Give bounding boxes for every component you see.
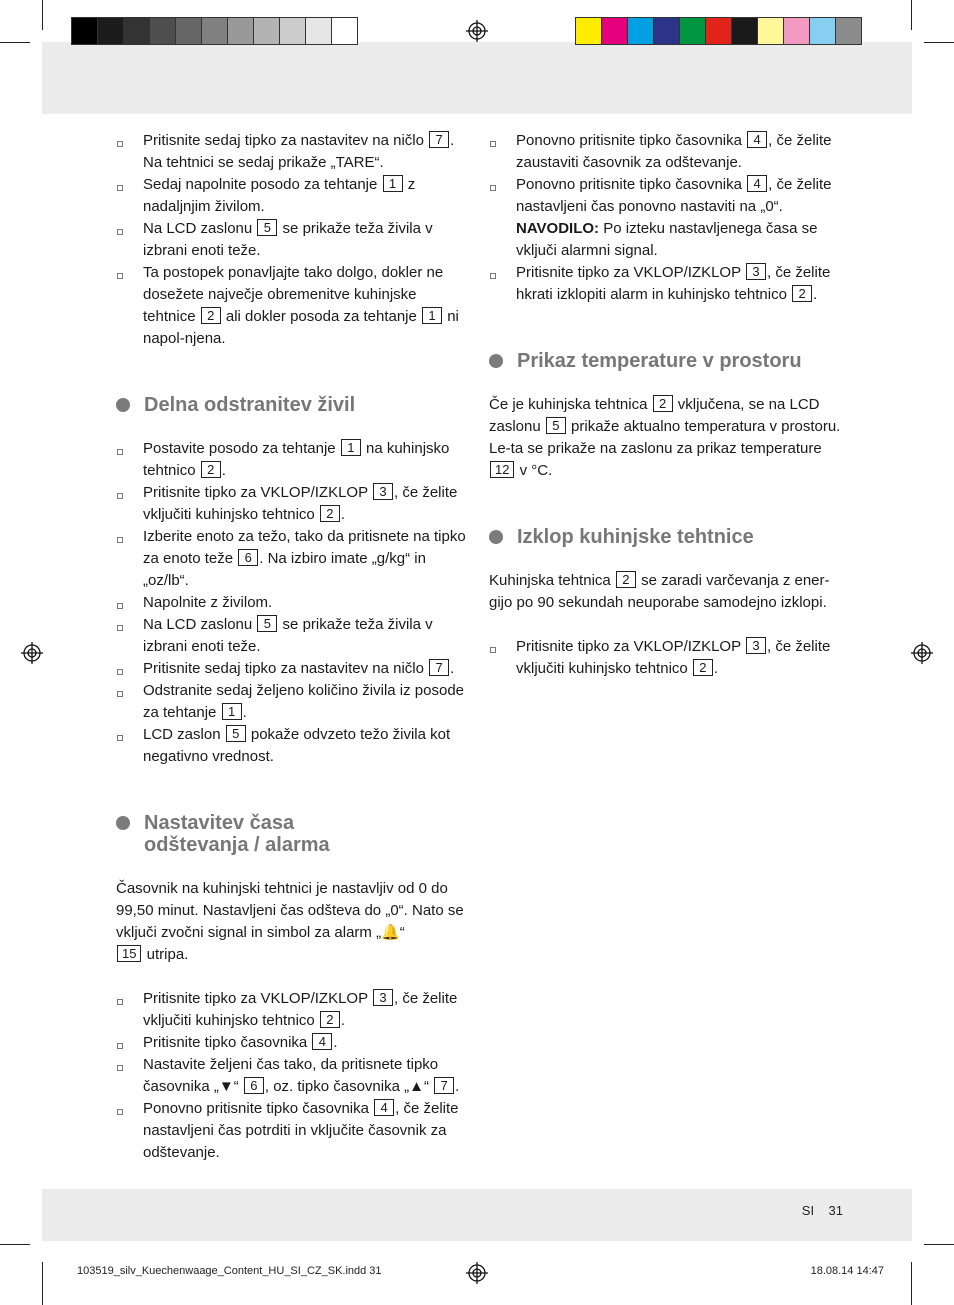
color-swatch: [279, 17, 306, 45]
step-text: prikaže aktualno temperatura v prostoru. Le-ta se prikaže na zaslonu za prikaz temperature: [489, 418, 841, 457]
key-ref: 2: [616, 571, 636, 588]
step-text: .: [340, 506, 346, 523]
timer-text: utripa.: [142, 946, 189, 963]
step-text: z nadaljnjim živilom.: [143, 176, 416, 215]
key-ref: 4: [374, 1099, 394, 1116]
color-swatch: [627, 17, 654, 45]
crop-mark: [42, 0, 43, 30]
key-ref: 4: [747, 175, 767, 192]
step-text: .: [340, 1012, 346, 1029]
key-ref: 7: [434, 1077, 454, 1094]
color-swatch: [305, 17, 332, 45]
crop-mark: [911, 1262, 912, 1305]
step-text: .: [450, 660, 455, 677]
heading-line: odštevanja / alarma: [144, 834, 330, 856]
crop-mark: [42, 1262, 43, 1305]
step-text: , če želite vključiti kuhinjsko tehtnico: [143, 484, 458, 523]
registration-mark-icon: [911, 642, 933, 664]
step-text: Ta postopek ponavljajte tako dolgo, dokler ne dosežete največje obremenitve kuhinjske tehtnice: [143, 264, 444, 325]
step-text: na kuhinjsko tehtnico: [143, 440, 450, 479]
step-text: Na LCD zaslonu: [143, 220, 257, 237]
color-swatch: [731, 17, 758, 45]
step-text: Napolnite z živilom.: [143, 594, 273, 611]
crop-mark: [0, 42, 30, 43]
section-heading-partial-removal: Delna odstranitev živil: [116, 394, 468, 416]
color-swatch: [97, 17, 124, 45]
key-ref: 15: [117, 945, 141, 962]
timer-text: Časovnik na kuhinjski tehtnici je nastavljiv od 0 do 99,50 minut. Nastavljeni čas odšteva do „0“. Nato se vključi zvočni signal in simbol za alarm „: [116, 880, 464, 941]
key-ref: 4: [747, 131, 767, 148]
color-swatch: [601, 17, 628, 45]
section-heading-switch-off: Izklop kuhinjske tehtnice: [489, 526, 841, 548]
step-text: Pritisnite tipko za VKLOP/IZKLOP: [516, 264, 745, 281]
page-number-value: 31: [828, 1203, 843, 1218]
partial-removal-step-list: [116, 438, 468, 768]
auto-off-description: [489, 570, 841, 614]
list-item: [116, 262, 468, 350]
key-ref: 3: [373, 989, 393, 1006]
step-text: Pritisnite tipko za VKLOP/IZKLOP: [143, 990, 372, 1007]
key-ref: 7: [429, 659, 449, 676]
timer-text: “: [399, 924, 405, 941]
key-ref: 3: [746, 263, 766, 280]
key-ref: 2: [653, 395, 673, 412]
step-text: Pritisnite sedaj tipko za nastavitev na ničlo: [143, 132, 429, 149]
temperature-description: [489, 394, 841, 482]
step-text: Odstranite sedaj željeno količino živila iz posode za tehtanje: [143, 682, 465, 721]
color-swatch: [123, 17, 150, 45]
key-ref: 2: [792, 285, 812, 302]
key-ref: 2: [201, 307, 221, 324]
note-text: Po izteku nastavljenega časa se vključi alarmni signal.: [516, 220, 818, 259]
key-ref: 6: [238, 549, 258, 566]
color-swatch: [201, 17, 228, 45]
step-text: Pritisnite tipko za VKLOP/IZKLOP: [516, 638, 745, 655]
left-column: [116, 130, 468, 1164]
step-text: . Na izbiro imate „g/kg“ in „oz/lb“.: [143, 550, 426, 589]
step-text: , če želite nastavljeni čas ponovno nastaviti na „0“.: [516, 176, 832, 215]
step-text: Ponovno pritisnite tipko časovnika: [516, 132, 747, 149]
list-item: [489, 174, 841, 262]
color-swatch: [175, 17, 202, 45]
list-item: [116, 1098, 468, 1164]
crop-mark: [0, 1244, 30, 1245]
crop-mark: [924, 42, 954, 43]
list-item: [116, 988, 468, 1032]
right-column: [489, 130, 841, 680]
step-text: Pritisnite sedaj tipko za nastavitev na ničlo: [143, 660, 429, 677]
color-swatch: [705, 17, 732, 45]
list-item: [116, 724, 468, 768]
list-item: [116, 130, 468, 174]
timer-description: [116, 878, 468, 966]
step-text: . Na tehtnici se sedaj prikaže „TARE“.: [143, 132, 455, 171]
step-text: Pritisnite tipko časovnika: [143, 1034, 312, 1051]
color-swatch: [71, 17, 98, 45]
step-text: Postavite posodo za tehtanje: [143, 440, 340, 457]
step-text: Na LCD zaslonu: [143, 616, 257, 633]
list-item: [116, 1054, 468, 1098]
list-item: [116, 482, 468, 526]
key-ref: 5: [546, 417, 566, 434]
step-text: Izberite enoto za težo, tako da pritisnete na tipko za enoto teže: [143, 528, 466, 567]
header-band: [42, 42, 912, 114]
alarm-off-step-list: [489, 262, 841, 306]
key-ref: 4: [312, 1033, 332, 1050]
key-ref: 1: [222, 703, 242, 720]
section-heading-timer: [116, 812, 468, 856]
step-text: se zaradi varčevanja z ener-gijo po 90 sekundah neuporabe samodejno izklopi.: [489, 572, 830, 611]
key-ref: 3: [746, 637, 766, 654]
crop-mark: [924, 1244, 954, 1245]
footer-band: [42, 1189, 912, 1241]
step-text: Nastavite željeni čas tako, da pritisnete tipko časovnika „▼“: [143, 1056, 439, 1095]
step-text: vključena, se na LCD zaslonu: [489, 396, 820, 435]
page-number: [802, 1203, 843, 1218]
color-swatch: [835, 17, 862, 45]
step-text: , če želite zaustaviti časovnik za odštevanje.: [516, 132, 832, 171]
step-text: se prikaže teža živila v izbrani enoti teže.: [143, 220, 433, 259]
crop-mark: [911, 0, 912, 30]
alarm-bell-icon: 🔔: [381, 924, 400, 941]
step-text: Ponovno pritisnite tipko časovnika: [516, 176, 747, 193]
color-swatch: [149, 17, 176, 45]
key-ref: 12: [490, 461, 514, 478]
key-ref: 1: [341, 439, 361, 456]
step-text: .: [813, 286, 818, 303]
color-swatch: [253, 17, 280, 45]
step-text: pokaže odvzeto težo živila kot negativno vrednost.: [143, 726, 451, 765]
step-text: ali dokler posoda za tehtanje: [221, 308, 422, 325]
intro-step-list: [116, 130, 468, 350]
step-text: , če želite nastavljeni čas potrditi in vključite časovnik za odštevanje.: [143, 1100, 459, 1161]
list-item: [116, 218, 468, 262]
color-swatch: [331, 17, 358, 45]
process-color-bar: [575, 17, 861, 47]
key-ref: 3: [373, 483, 393, 500]
language-code: SI: [801, 1203, 815, 1218]
key-ref: 1: [422, 307, 442, 324]
step-text: ni napol-njena.: [143, 308, 459, 347]
key-ref: 5: [257, 219, 277, 236]
color-swatch: [809, 17, 836, 45]
list-item: [116, 680, 468, 724]
section-heading-room-temperature: Prikaz temperature v prostoru: [489, 350, 841, 372]
step-text: .: [333, 1034, 338, 1051]
key-ref: 6: [244, 1077, 264, 1094]
step-text: Ponovno pritisnite tipko časovnika: [143, 1100, 374, 1117]
key-ref: 7: [429, 131, 449, 148]
step-text: .: [242, 704, 247, 721]
color-swatch: [575, 17, 602, 45]
color-swatch: [679, 17, 706, 45]
step-text: LCD zaslon: [143, 726, 225, 743]
step-text: , če želite vključiti kuhinjsko tehtnico: [143, 990, 458, 1029]
list-item: [116, 658, 468, 680]
key-ref: 2: [201, 461, 221, 478]
step-text: Kuhinjska tehtnica: [489, 572, 615, 589]
list-item: [116, 526, 468, 592]
key-ref: 2: [320, 1011, 340, 1028]
list-item: [116, 438, 468, 482]
print-slug-date: 18.08.14 14:47: [810, 1265, 884, 1277]
key-ref: 2: [693, 659, 713, 676]
list-item: [489, 636, 841, 680]
list-item: [116, 614, 468, 658]
key-ref: 5: [226, 725, 246, 742]
registration-mark-icon: [21, 642, 43, 664]
grayscale-color-bar: [71, 17, 357, 47]
step-text: , če želite hkrati izklopiti alarm in kuhinjsko tehtnico: [516, 264, 831, 303]
note-label: NAVODILO:: [516, 220, 600, 237]
color-swatch: [227, 17, 254, 45]
print-slug-filename: 103519_silv_Kuechenwaage_Content_HU_SI_CZ_SK.indd 31: [77, 1265, 382, 1277]
step-text: .: [221, 462, 226, 479]
step-text: .: [713, 660, 719, 677]
list-item: [116, 174, 468, 218]
step-text: Sedaj napolnite posodo za tehtanje: [143, 176, 382, 193]
list-item: [489, 262, 841, 306]
timer-reset-step-list: [489, 174, 841, 262]
color-swatch: [783, 17, 810, 45]
step-text: , če želite vključiti kuhinjsko tehtnico: [516, 638, 831, 677]
list-item: [489, 130, 841, 174]
heading-line: Nastavitev časa: [144, 812, 295, 834]
step-text: , oz. tipko časovnika „▲“: [264, 1078, 434, 1095]
key-ref: 1: [383, 175, 403, 192]
key-ref: 5: [257, 615, 277, 632]
list-item: [116, 592, 468, 614]
timer-continue-step-list: [489, 130, 841, 174]
step-text: Če je kuhinjska tehtnica: [489, 396, 652, 413]
switch-off-step-list: [489, 636, 841, 680]
step-text: Pritisnite tipko za VKLOP/IZKLOP: [143, 484, 372, 501]
timer-step-list: [116, 988, 468, 1164]
step-text: v °C.: [515, 462, 553, 479]
color-swatch: [653, 17, 680, 45]
color-swatch: [757, 17, 784, 45]
registration-mark-icon: [466, 1262, 488, 1284]
key-ref: 2: [320, 505, 340, 522]
step-text: se prikaže teža živila v izbrani enoti teže.: [143, 616, 433, 655]
registration-mark-icon: [466, 20, 488, 42]
list-item: [116, 1032, 468, 1054]
step-text: .: [455, 1078, 460, 1095]
